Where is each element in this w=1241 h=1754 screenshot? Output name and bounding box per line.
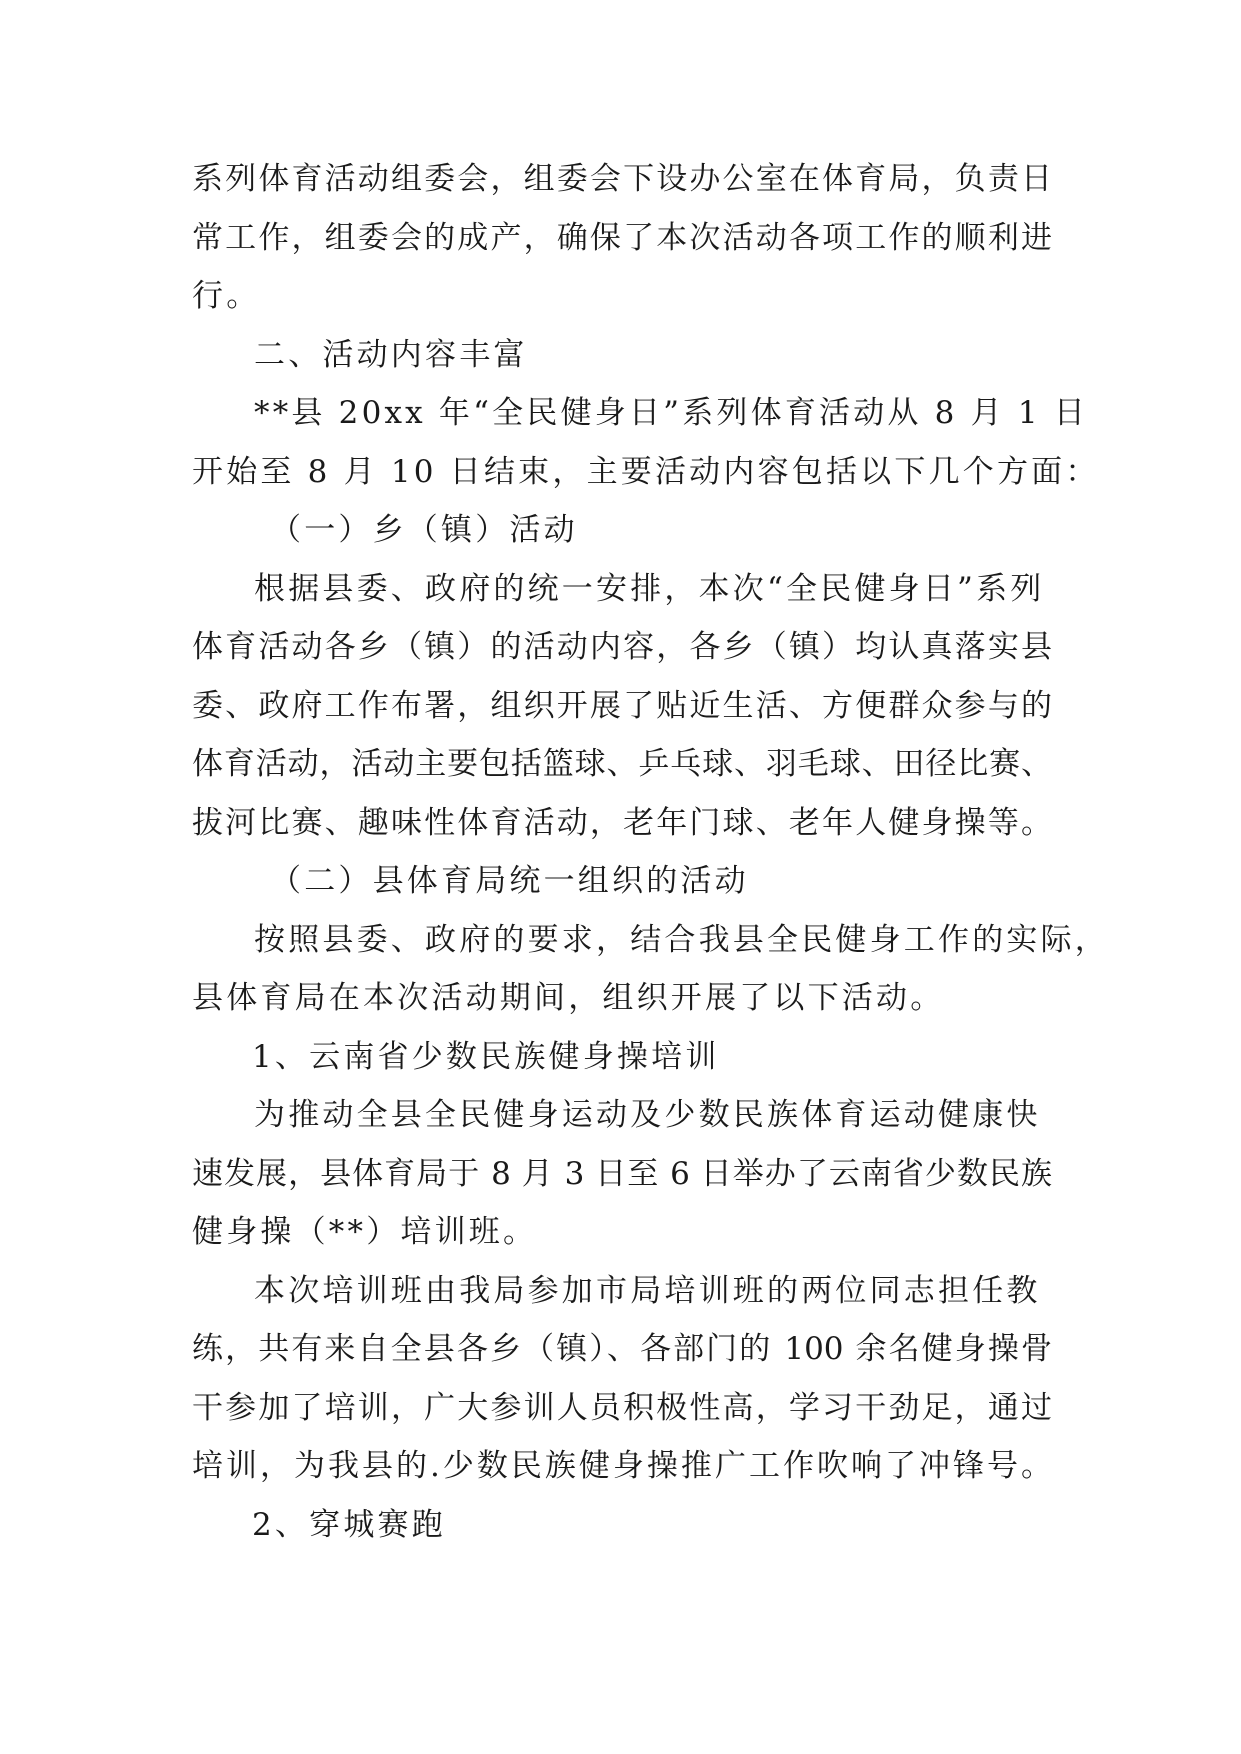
paragraph-line: 速发展，县体育局于 8 月 3 日至 6 日举办了云南省少数民族 (192, 1155, 1052, 1192)
paragraph-line: 干参加了培训，广大参训人员积极性高，学习干劲足，通过 (192, 1389, 1052, 1426)
paragraph-line: 为推动全县全民健身运动及少数民族体育运动健康快 (254, 1097, 1041, 1133)
paragraph-line: 常工作，组委会的成产，确保了本次活动各项工作的顺利进 (192, 219, 1052, 256)
paragraph-line: 按照县委、政府的要求，结合我县全民健身工作的实际， (254, 921, 1109, 958)
paragraph-line: 培训，为我县的.少数民族健身操推广工作吹响了冲锋号。 (192, 1448, 1052, 1484)
paragraph-line: **县 20xx 年“全民健身日”系列体育活动从 8 月 1 日 (254, 395, 1089, 431)
paragraph-line: 县体育局在本次活动期间，组织开展了以下活动。 (192, 980, 945, 1016)
document-body (192, 150, 1109, 1554)
paragraph-line: 体育活动各乡（镇）的活动内容，各乡（镇）均认真落实县 (192, 629, 1052, 665)
section-heading: 二、活动内容丰富 (254, 336, 528, 373)
paragraph-line: 练，共有来自全县各乡（镇）、各部门的 100 余名健身操骨 (192, 1331, 1052, 1367)
paragraph-line: 行。 (192, 278, 261, 314)
subsection-heading: （二）县体育局统一组织的活动 (270, 863, 749, 899)
paragraph-line: 开始至 8 月 10 日结束，主要活动内容包括以下几个方面： (192, 453, 1100, 490)
paragraph-line: 委、政府工作布署，组织开展了贴近生活、方便群众参与的 (192, 687, 1052, 724)
subsection-heading: （一）乡（镇）活动 (270, 512, 578, 548)
paragraph-line: 系列体育活动组委会，组委会下设办公室在体育局，负责日 (192, 161, 1052, 197)
paragraph-line: 本次培训班由我局参加市局培训班的两位同志担任教 (254, 1272, 1041, 1309)
paragraph-line: 根据县委、政府的统一安排，本次“全民健身日”系列 (254, 570, 1045, 607)
item-heading: 1、云南省少数民族健身操培训 (252, 1038, 720, 1075)
item-heading: 2、穿城赛跑 (252, 1506, 446, 1543)
paragraph-line: 体育活动，活动主要包括篮球、乒乓球、羽毛球、田径比赛、 (192, 746, 1052, 782)
paragraph-line: 拔河比赛、趣味性体育活动，老年门球、老年人健身操等。 (192, 804, 1052, 841)
paragraph-line: 健身操（**）培训班。 (192, 1214, 538, 1250)
